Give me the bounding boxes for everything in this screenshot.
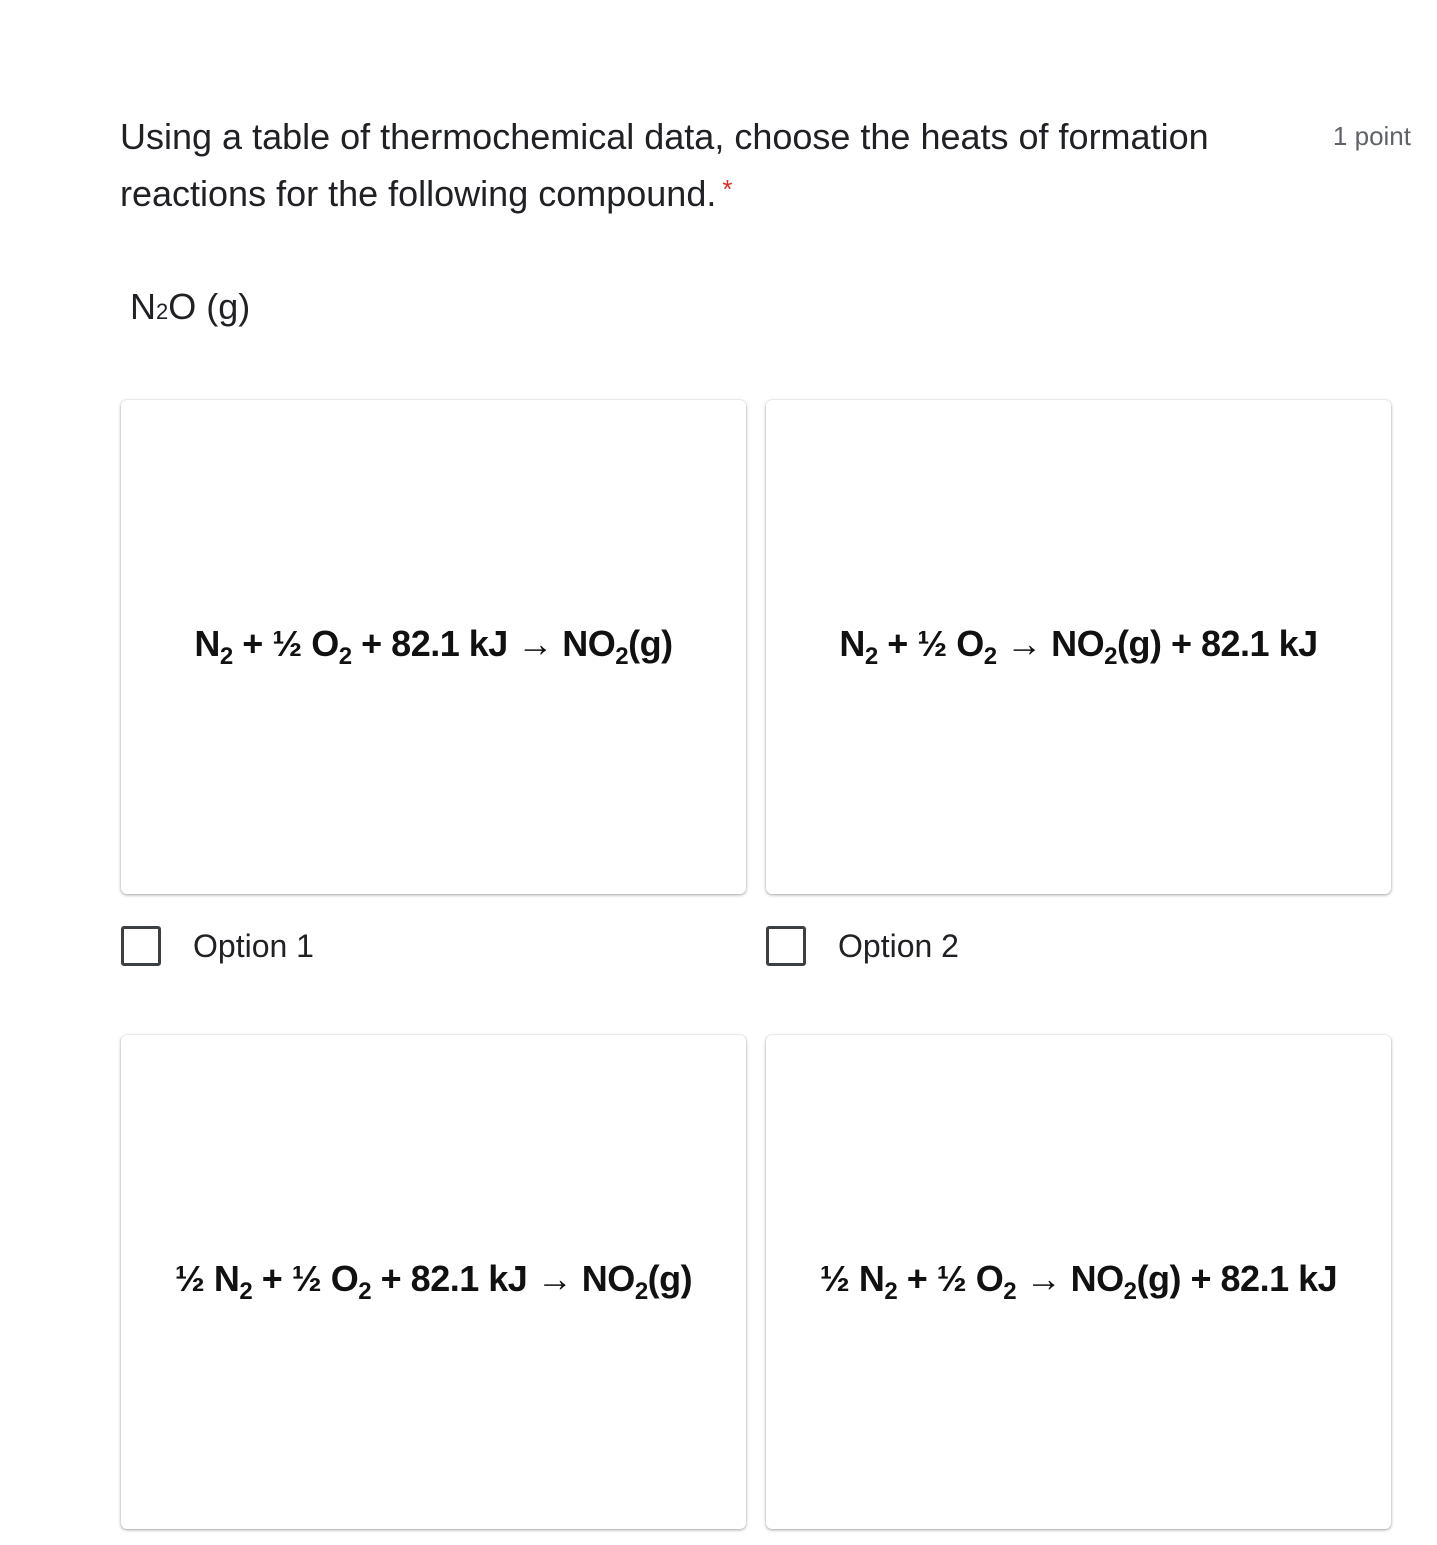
eq-part: + 82.1 kJ → NO bbox=[371, 1257, 635, 1299]
eq-subscript: 2 bbox=[338, 643, 352, 671]
compound-formula bbox=[130, 286, 250, 328]
eq-part: (g) + 82.1 kJ bbox=[1136, 1257, 1338, 1299]
option-1-label: Option 1 bbox=[193, 927, 314, 964]
eq-part: + ½ O bbox=[252, 1257, 359, 1299]
eq-subscript: 2 bbox=[1003, 1278, 1017, 1306]
eq-part: → NO bbox=[1016, 1257, 1124, 1299]
option-1-checkbox[interactable] bbox=[121, 926, 161, 966]
option-3-equation bbox=[175, 1258, 692, 1306]
option-2-image-card[interactable] bbox=[766, 400, 1391, 894]
eq-part: + 82.1 kJ → NO bbox=[351, 622, 616, 664]
option-4-image-card[interactable] bbox=[766, 1035, 1391, 1529]
question-title: Using a table of thermochemical data, choose the heats of formation reactions for the following compound. bbox=[120, 116, 1209, 214]
option-1-image-card[interactable] bbox=[121, 400, 746, 894]
eq-subscript: 2 bbox=[1104, 643, 1118, 671]
option-2-label: Option 2 bbox=[838, 927, 959, 964]
eq-part: → NO bbox=[996, 622, 1105, 664]
option-4-equation bbox=[820, 1258, 1337, 1306]
eq-part: + ½ O bbox=[877, 622, 984, 664]
option-2-checkbox[interactable] bbox=[766, 926, 806, 966]
eq-part: + ½ O bbox=[897, 1257, 1004, 1299]
points-label: 1 point bbox=[1332, 121, 1411, 151]
eq-subscript: 2 bbox=[615, 643, 629, 671]
eq-part: N bbox=[194, 622, 220, 664]
eq-subscript: 2 bbox=[358, 1278, 372, 1306]
question-text bbox=[120, 108, 1310, 222]
eq-part: ½ N bbox=[819, 1257, 885, 1299]
eq-part: (g) + 82.1 kJ bbox=[1117, 622, 1318, 664]
option-1-choice[interactable] bbox=[121, 926, 314, 966]
eq-subscript: 2 bbox=[219, 643, 233, 671]
compound-element: N bbox=[130, 286, 156, 327]
required-asterisk: * bbox=[722, 174, 733, 204]
compound-subscript: 2 bbox=[156, 299, 169, 324]
option-3-image-card[interactable] bbox=[121, 1035, 746, 1529]
eq-part: + ½ O bbox=[232, 622, 339, 664]
eq-subscript: 2 bbox=[634, 1278, 648, 1306]
eq-part: N bbox=[839, 622, 865, 664]
option-1-equation bbox=[194, 623, 672, 671]
compound-state: O (g) bbox=[168, 286, 251, 327]
eq-part: (g) bbox=[628, 622, 673, 664]
eq-part: ½ N bbox=[174, 1257, 240, 1299]
eq-subscript: 2 bbox=[239, 1278, 253, 1306]
option-2-equation bbox=[839, 623, 1317, 671]
eq-subscript: 2 bbox=[983, 643, 997, 671]
eq-subscript: 2 bbox=[1123, 1278, 1137, 1306]
eq-subscript: 2 bbox=[884, 1278, 898, 1306]
eq-subscript: 2 bbox=[864, 643, 878, 671]
option-2-choice[interactable] bbox=[766, 926, 959, 966]
eq-part: (g) bbox=[647, 1257, 693, 1299]
